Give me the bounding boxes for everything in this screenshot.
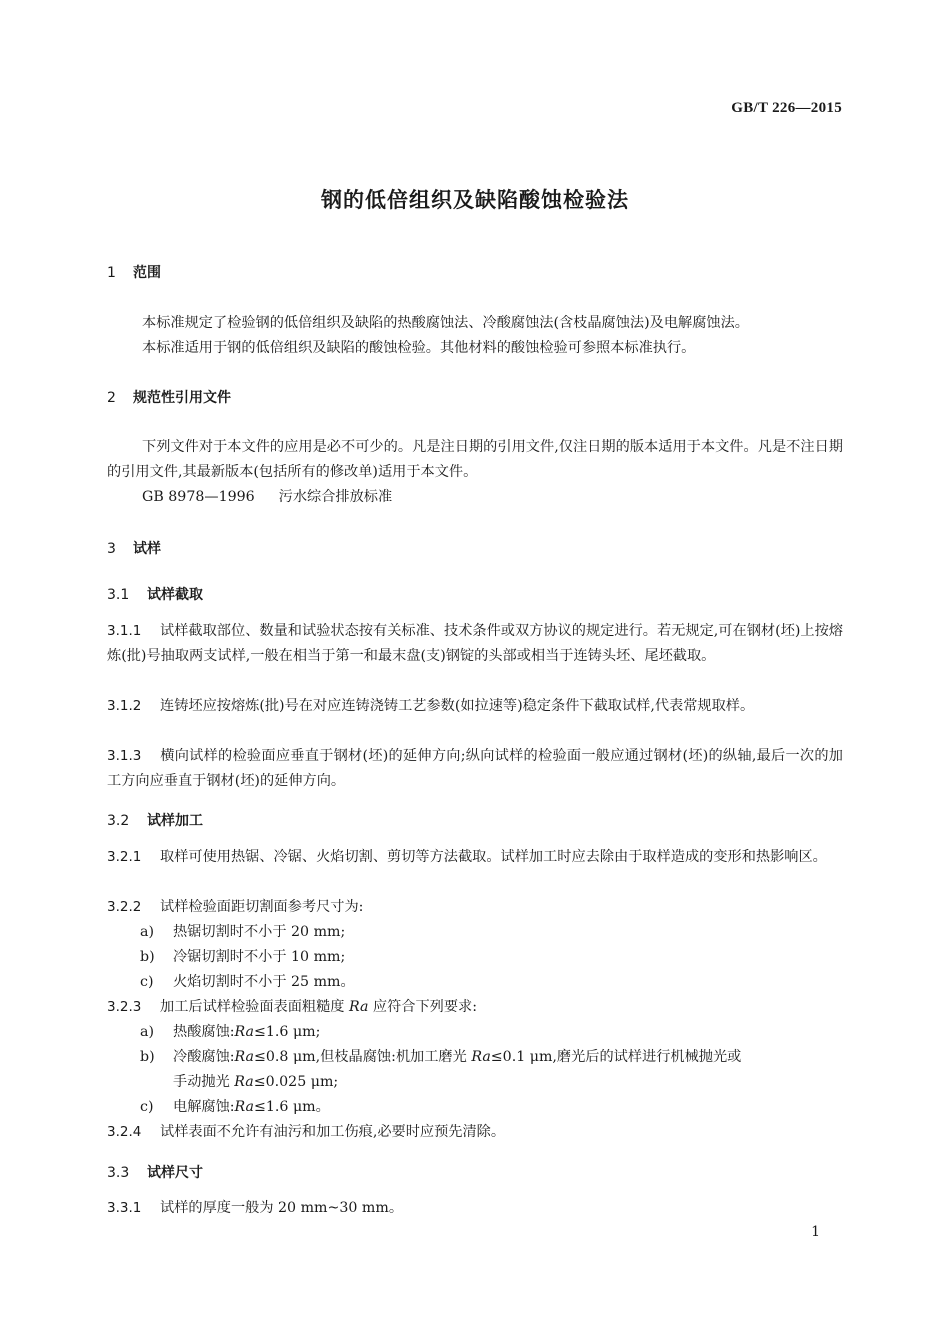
clause-text: 连铸坯应按熔炼(批)号在对应连铸浇铸工艺参数(如拉速等)稳定条件下截取试样,代表常规取样。 [160, 698, 755, 714]
clause-number: 3.1.2 [107, 698, 142, 714]
clause-text: 试样表面不允许有油污和加工伤痕,必要时应预先清除。 [160, 1124, 506, 1140]
roughness-symbol: Ra [234, 1074, 254, 1090]
list-item-continuation [173, 1070, 843, 1095]
clause-text: 横向试样的检验面应垂直于钢材(坯)的延伸方向;纵向试样的检验面一般应通过钢材(坯)的纵轴,最后一次的加工方向应垂直于钢材(坯)的延伸方向。 [107, 748, 843, 789]
clause-3-1-3 [107, 744, 843, 794]
section-heading-3-3 [107, 1162, 203, 1182]
list-text: 电解腐蚀: [173, 1099, 235, 1115]
roughness-symbol: Ra [234, 1049, 254, 1065]
clause-number: 3.1.3 [107, 748, 142, 764]
clause-number: 3.2.1 [107, 849, 142, 865]
clause-3-1-1 [107, 619, 843, 669]
normative-reference [142, 485, 878, 510]
list-text: ≤0.1 μm,磨光后的试样进行机械抛光或 [490, 1049, 742, 1065]
clause-text: 试样的厚度一般为 20 mm~30 mm。 [160, 1200, 404, 1216]
roughness-symbol: Ra [348, 999, 369, 1015]
reference-code: GB 8978—1996 [142, 489, 255, 505]
list-text: ≤0.025 μm; [253, 1074, 339, 1090]
section-title: 规范性引用文件 [133, 390, 231, 406]
clause-text: 应符合下列要求: [368, 999, 478, 1015]
section-title: 范围 [133, 265, 161, 281]
roughness-symbol: Ra [234, 1099, 254, 1115]
clause-text: 加工后试样检验面表面粗糙度 [160, 999, 349, 1015]
clause-text: 试样截取部位、数量和试验状态按有关标准、技术条件或双方协议的规定进行。若无规定,可在钢材(坯)上按熔炼(批)号抽取两支试样,一般在相当于第一和最末盘(支)钢锭的头部或相当于连铸头坯、尾坯截取。 [107, 623, 843, 664]
list-label: c) [140, 974, 154, 990]
section-number: 3.3 [107, 1165, 130, 1181]
clause-3-2-4 [107, 1120, 843, 1145]
roughness-symbol: Ra [234, 1024, 254, 1040]
list-text: 火焰切割时不小于 25 mm。 [173, 974, 355, 990]
section-title: 试样尺寸 [147, 1165, 203, 1181]
clause-3-3-1 [107, 1196, 843, 1221]
list-item [140, 1020, 843, 1045]
list-text: 热锯切割时不小于 20 mm; [173, 924, 346, 940]
list-text: ≤1.6 μm; [254, 1024, 321, 1040]
section-number: 3 [107, 541, 116, 557]
list-item [140, 920, 843, 945]
clause-number: 3.2.3 [107, 999, 142, 1015]
clause-3-2-3 [107, 995, 843, 1020]
list-label: a) [140, 1024, 154, 1040]
clause-number: 3.2.4 [107, 1124, 142, 1140]
standard-code: GB/T 226—2015 [731, 100, 842, 116]
reference-title: 污水综合排放标准 [278, 489, 393, 505]
list-item [140, 970, 843, 995]
list-text: ≤0.8 μm,但枝晶腐蚀:机加工磨光 [254, 1049, 472, 1065]
section-title: 试样截取 [147, 587, 203, 603]
clause-3-1-2 [107, 694, 843, 719]
list-text: 冷锯切割时不小于 10 mm; [173, 949, 346, 965]
section-number: 3.1 [107, 587, 130, 603]
clause-text: 取样可使用热锯、冷锯、火焰切割、剪切等方法截取。试样加工时应去除由于取样造成的变形和热影响区。 [160, 849, 827, 865]
section-title: 试样 [133, 541, 161, 557]
list-item [140, 945, 843, 970]
section-number: 2 [107, 390, 116, 406]
section-heading-3-1 [107, 584, 203, 604]
list-text: 手动抛光 [173, 1074, 235, 1090]
paragraph: 本标准规定了检验钢的低倍组织及缺陷的热酸腐蚀法、冷酸腐蚀法(含枝晶腐蚀法)及电解腐蚀法。 [142, 315, 749, 331]
clause-text: 试样检验面距切割面参考尺寸为: [160, 899, 364, 915]
section-number: 1 [107, 265, 116, 281]
list-text: 冷酸腐蚀: [173, 1049, 235, 1065]
page-title: 钢的低倍组织及缺陷酸蚀检验法 [321, 188, 629, 212]
clause-number: 3.3.1 [107, 1200, 142, 1216]
list-item [140, 1045, 843, 1070]
section-title: 试样加工 [147, 813, 203, 829]
clause-3-2-1 [107, 845, 843, 870]
list-label: b) [140, 1049, 155, 1065]
section-heading-3 [107, 538, 161, 558]
list-label: b) [140, 949, 155, 965]
clause-3-2-2 [107, 895, 843, 920]
paragraph: 下列文件对于本文件的应用是必不可少的。凡是注日期的引用文件,仅注日期的版本适用于本文件。凡是不注日期的引用文件,其最新版本(包括所有的修改单)适用于本文件。 [107, 439, 843, 480]
clause-number: 3.1.1 [107, 623, 142, 639]
section-heading-2 [107, 387, 231, 407]
page-number: 1 [811, 1224, 820, 1240]
section-number: 3.2 [107, 813, 130, 829]
list-label: a) [140, 924, 154, 940]
list-label: c) [140, 1099, 154, 1115]
list-text: ≤1.6 μm。 [254, 1099, 330, 1115]
list-text: 热酸腐蚀: [173, 1024, 235, 1040]
section-heading-1 [107, 262, 161, 282]
clause-number: 3.2.2 [107, 899, 142, 915]
roughness-symbol: Ra [471, 1049, 491, 1065]
list-item [140, 1095, 843, 1120]
paragraph: 本标准适用于钢的低倍组织及缺陷的酸蚀检验。其他材料的酸蚀检验可参照本标准执行。 [142, 340, 696, 356]
section-heading-3-2 [107, 810, 203, 830]
